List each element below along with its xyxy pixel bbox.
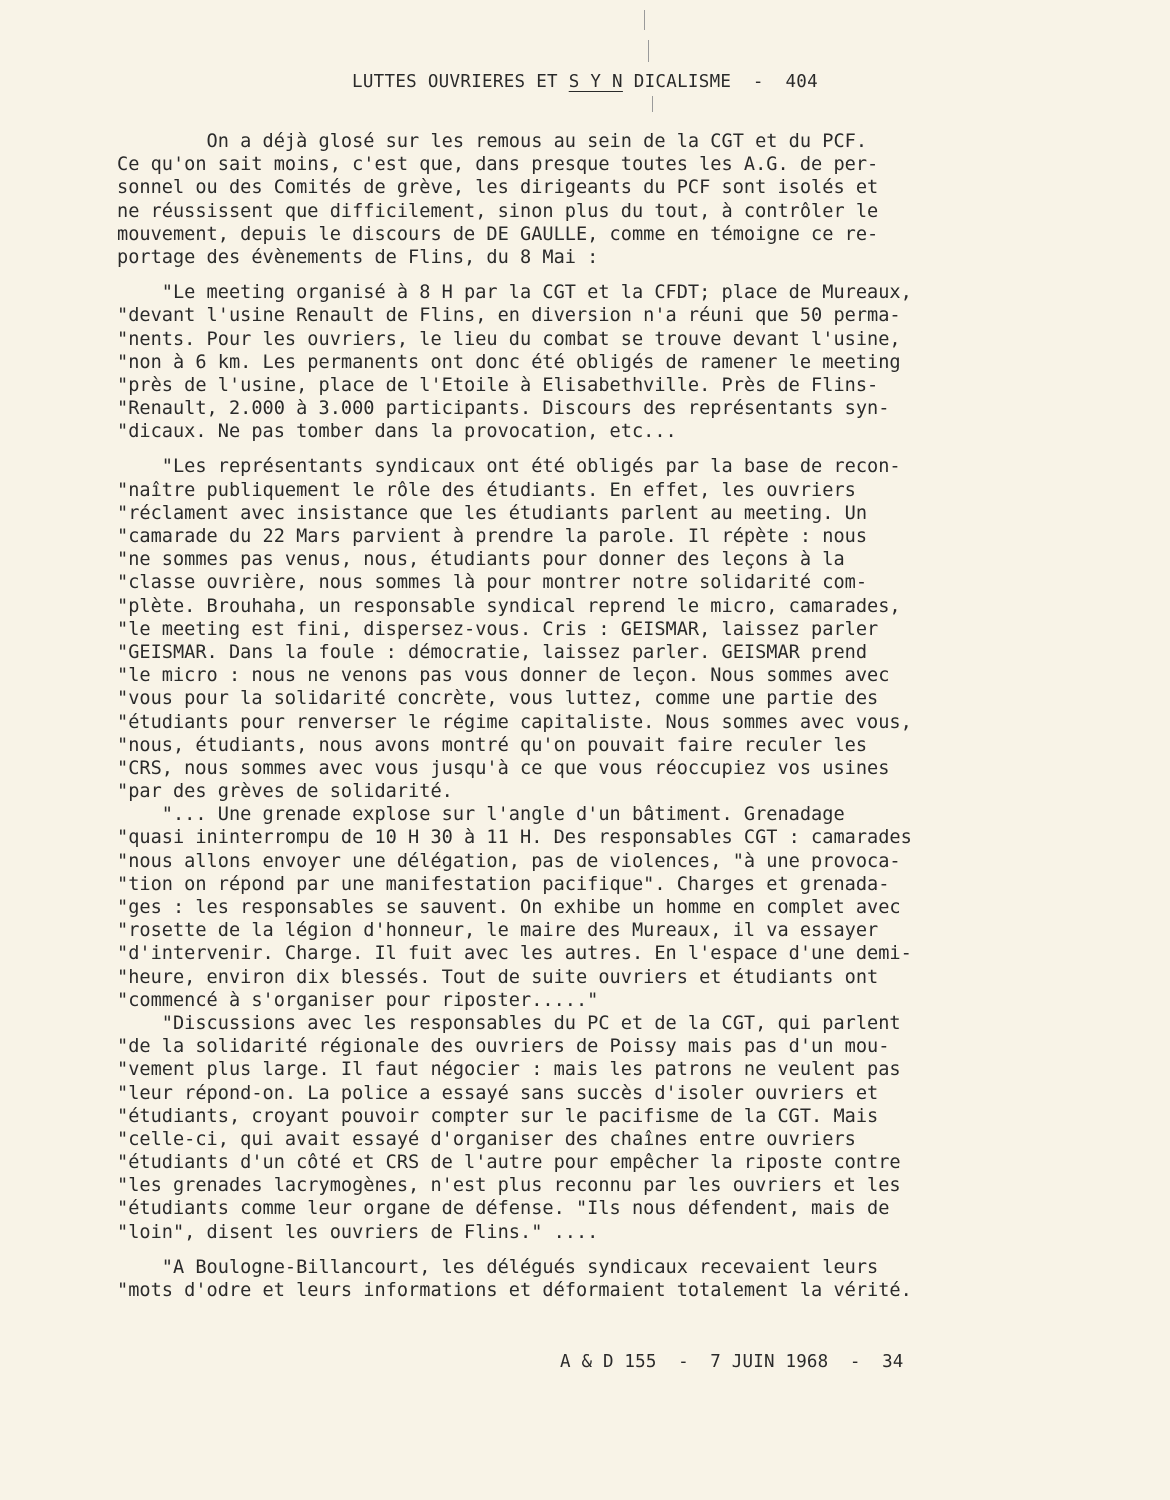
header-title-syn: S Y N	[568, 72, 623, 92]
text-line: "près de l'usine, place de l'Etoile à Elisabethville. Près de Flins-	[117, 374, 879, 396]
text-line: "classe ouvrière, nous sommes là pour montrer notre solidarité com-	[117, 572, 868, 594]
text-line: "le micro : nous ne venons pas vous donner de leçon. Nous sommes avec	[117, 665, 890, 687]
text-line: "A Boulogne-Billancourt, les délégués syndicaux recevaient leurs	[117, 1256, 879, 1278]
text-line: "nous allons envoyer une délégation, pas de violences, "à une provoca-	[117, 850, 901, 872]
text-line: "ne sommes pas venus, nous, étudiants pour donner des leçons à la	[117, 549, 845, 571]
paragraph	[117, 130, 1057, 269]
margin-mark	[652, 96, 653, 112]
paragraph	[117, 1012, 1057, 1244]
text-line: "étudiants d'un côté et CRS de l'autre pour empêcher la riposte contre	[117, 1152, 901, 1174]
text-line: "... Une grenade explose sur l'angle d'un bâtiment. Grenadage	[117, 804, 845, 826]
text-line: "devant l'usine Renault de Flins, en diversion n'a réuni que 50 perma-	[117, 305, 901, 327]
text-line: portage des évènements de Flins, du 8 Mai :	[117, 246, 599, 268]
text-line: "mots d'odre et leurs informations et déformaient totalement la vérité.	[117, 1280, 912, 1301]
text-line: "camarade du 22 Mars parvient à prendre la parole. Il répète : nous	[117, 526, 868, 547]
text-line: "GEISMAR. Dans la foule : démocratie, laissez parler. GEISMAR prend	[117, 641, 868, 663]
margin-mark	[644, 10, 645, 30]
text-line: "heure, environ dix blessés. Tout de suite ouvriers et étudiants ont	[117, 966, 879, 988]
text-line: "dicaux. Ne pas tomber dans la provocation, etc...	[117, 421, 677, 443]
text-line: "d'intervenir. Charge. Il fuit avec les autres. En l'espace d'une demi-	[117, 943, 912, 965]
text-line: "commencé à s'organiser pour riposter....."	[117, 989, 599, 1011]
paragraph	[117, 1256, 1057, 1302]
text-line: "réclament avec insistance que les étudiants parlent au meeting. Un	[117, 502, 868, 524]
text-line: ne réussissent que difficilement, sinon plus du tout, à contrôler le	[117, 200, 879, 222]
text-line: "vement plus large. Il faut négocier : mais les patrons ne veulent pas	[117, 1059, 901, 1081]
text-line: "étudiants comme leur organe de défense. "Ils nous défendent, mais de	[117, 1198, 890, 1220]
text-line: "vous pour la solidarité concrète, vous luttez, comme une partie des	[117, 688, 879, 710]
text-line: "plète. Brouhaha, un responsable syndical reprend le micro, camarades,	[117, 595, 901, 617]
text-line: "Les représentants syndicaux ont été obligés par la base de recon-	[117, 456, 901, 478]
text-line: "le meeting est fini, dispersez-vous. Cris : GEISMAR, laissez parler	[117, 618, 879, 640]
margin-mark	[648, 40, 649, 62]
document-body	[117, 130, 1057, 1302]
text-line: "Renault, 2.000 à 3.000 participants. Discours des représentants syn-	[117, 398, 890, 420]
text-line: "nents. Pour les ouvriers, le lieu du combat se trouve devant l'usine,	[117, 328, 901, 350]
text-line: "de la solidarité régionale des ouvriers de Poissy mais pas d'un mou-	[117, 1036, 890, 1058]
text-line: "les grenades lacrymogènes, n'est plus reconnu par les ouvriers et les	[117, 1175, 901, 1197]
text-line: "par des grèves de solidarité.	[117, 781, 453, 803]
text-line: On a déjà glosé sur les remous au sein de la CGT et du PCF.	[117, 131, 868, 152]
text-line: "étudiants, croyant pouvoir compter sur le pacifisme de la CGT. Mais	[117, 1105, 879, 1127]
text-line: mouvement, depuis le discours de DE GAULLE, comme en témoigne ce re-	[117, 223, 879, 245]
header-title-right: DICALISME - 404	[622, 72, 818, 92]
text-line: "celle-ci, qui avait essayé d'organiser des chaînes entre ouvriers	[117, 1128, 856, 1150]
text-line: "leur répond-on. La police a essayé sans succès d'isoler ouvriers et	[117, 1082, 879, 1104]
page-footer: A & D 155 - 7 JUIN 1968 - 34	[560, 1352, 904, 1372]
text-line: "Discussions avec les responsables du PC et de la CGT, qui parlent	[117, 1012, 901, 1034]
text-line: sonnel ou des Comités de grève, les dirigeants du PCF sont isolés et	[117, 177, 879, 199]
text-line: "tion on répond par une manifestation pacifique". Charges et grenada-	[117, 873, 890, 895]
paragraph	[117, 803, 1057, 1012]
page-header	[352, 72, 818, 92]
text-line: Ce qu'on sait moins, c'est que, dans presque toutes les A.G. de per-	[117, 154, 879, 176]
text-line: "naître publiquement le rôle des étudiants. En effet, les ouvriers	[117, 479, 856, 501]
text-line: "nous, étudiants, nous avons montré qu'on pouvait faire reculer les	[117, 734, 868, 756]
text-line: "CRS, nous sommes avec vous jusqu'à ce que vous réoccupiez vos usines	[117, 757, 890, 779]
paragraph	[117, 455, 1057, 803]
text-line: "Le meeting organisé à 8 H par la CGT et la CFDT; place de Mureaux,	[117, 282, 912, 304]
text-line: "ges : les responsables se sauvent. On exhibe un homme en complet avec	[117, 897, 901, 918]
text-line: "non à 6 km. Les permanents ont donc été obligés de ramener le meeting	[117, 351, 901, 373]
header-title-left: LUTTES OUVRIERES ET	[352, 72, 569, 92]
paragraph	[117, 281, 1057, 443]
text-line: "rosette de la légion d'honneur, le maire des Mureaux, il va essayer	[117, 920, 879, 942]
text-line: "étudiants pour renverser le régime capitaliste. Nous sommes avec vous,	[117, 711, 912, 733]
text-line: "quasi ininterrompu de 10 H 30 à 11 H. Des responsables CGT : camarades	[117, 827, 912, 849]
text-line: "loin", disent les ouvriers de Flins." ....	[117, 1221, 599, 1243]
